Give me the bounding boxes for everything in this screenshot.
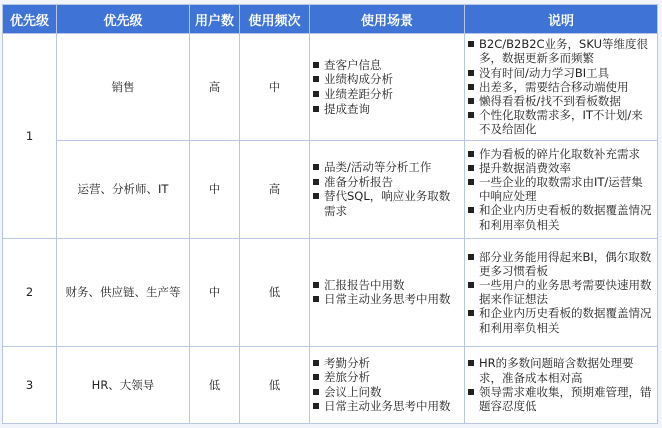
list-item: 领导需求难收集，预期难管理，错题容忍度低 [465, 385, 653, 413]
header-notes: 说明 [465, 5, 658, 34]
notes-list [465, 356, 657, 413]
notes-cell [465, 140, 658, 238]
list-item: 和企业内历史看板的数据覆盖情况和利用率负相关 [465, 306, 653, 334]
notes-list [465, 147, 657, 232]
notes-list [465, 250, 657, 335]
header-role: 优先级 [57, 5, 190, 34]
scenario-list [310, 160, 464, 218]
list-item: 部分业务能用得起来BI，偶尔取数更多习惯看板 [465, 250, 653, 278]
notes-cell [465, 238, 658, 346]
list-item: 提成查询 [310, 102, 460, 117]
table-row [3, 346, 658, 423]
list-item: 没有时间/动力学习BI工具 [465, 66, 653, 80]
users-cell: 中 [190, 238, 240, 346]
list-item: 一些企业的取数需求由IT/运营集中响应处理 [465, 175, 653, 203]
list-item: 准备分析报告 [310, 175, 460, 190]
frequency-cell: 低 [240, 346, 310, 423]
notes-cell [465, 34, 658, 141]
table-row [3, 34, 658, 141]
table-row [3, 140, 658, 238]
header-priority: 优先级 [3, 5, 57, 34]
priority-table [2, 4, 658, 424]
list-item: 一些用户的业务思考需要快速用数据来作证想法 [465, 278, 653, 306]
frequency-cell: 中 [240, 34, 310, 141]
scenarios-cell [310, 140, 465, 238]
users-cell: 中 [190, 140, 240, 238]
list-item: 品类/活动等分析工作 [310, 160, 460, 175]
role-cell: 销售 [57, 34, 190, 141]
frequency-cell: 高 [240, 140, 310, 238]
header-scenarios: 使用场景 [310, 5, 465, 34]
list-item: 和企业内历史看板的数据覆盖情况和利用率负相关 [465, 203, 653, 231]
users-cell: 低 [190, 346, 240, 423]
list-item: 汇报报告中用数 [310, 278, 460, 293]
list-item: 业绩构成分析 [310, 72, 460, 87]
list-item: 日常主动业务思考中用数 [310, 399, 460, 414]
table-row [3, 238, 658, 346]
role-cell: 运营、分析师、IT [57, 140, 190, 238]
scenarios-cell [310, 238, 465, 346]
list-item: 考勤分析 [310, 356, 460, 371]
list-item: 出差多，需要结合移动端使用 [465, 80, 653, 94]
users-cell: 高 [190, 34, 240, 141]
list-item: 业绩差距分析 [310, 87, 460, 102]
scenario-list [310, 278, 464, 307]
priority-cell: 1 [3, 34, 57, 239]
list-item: 作为看板的碎片化取数补充需求 [465, 147, 653, 161]
notes-list [465, 37, 657, 136]
scenarios-cell [310, 346, 465, 423]
list-item: 差旅分析 [310, 370, 460, 385]
list-item: 日常主动业务思考中用数 [310, 292, 460, 307]
notes-cell [465, 346, 658, 423]
list-item: 查客户信息 [310, 58, 460, 73]
priority-cell: 3 [3, 346, 57, 423]
priority-cell: 2 [3, 238, 57, 346]
scenarios-cell [310, 34, 465, 141]
list-item: 会议上问数 [310, 385, 460, 400]
list-item: HR的多数问题暗含数据处理要求，准备成本相对高 [465, 356, 653, 384]
role-cell: 财务、供应链、生产等 [57, 238, 190, 346]
frequency-cell: 低 [240, 238, 310, 346]
list-item: 懒得看看板/找不到看板数据 [465, 94, 653, 108]
list-item: B2C/B2B2C业务，SKU等维度很多，数据更新多而频繁 [465, 37, 653, 65]
scenario-list [310, 356, 464, 414]
header-users: 用户数 [190, 5, 240, 34]
header-row [3, 5, 658, 34]
role-cell: HR、大领导 [57, 346, 190, 423]
list-item: 提升数据消费效率 [465, 161, 653, 175]
header-frequency: 使用频次 [240, 5, 310, 34]
list-item: 替代SQL，响应业务取数需求 [310, 189, 460, 218]
scenario-list [310, 58, 464, 116]
list-item: 个性化取数需求多，IT不计划/来不及给固化 [465, 108, 653, 136]
